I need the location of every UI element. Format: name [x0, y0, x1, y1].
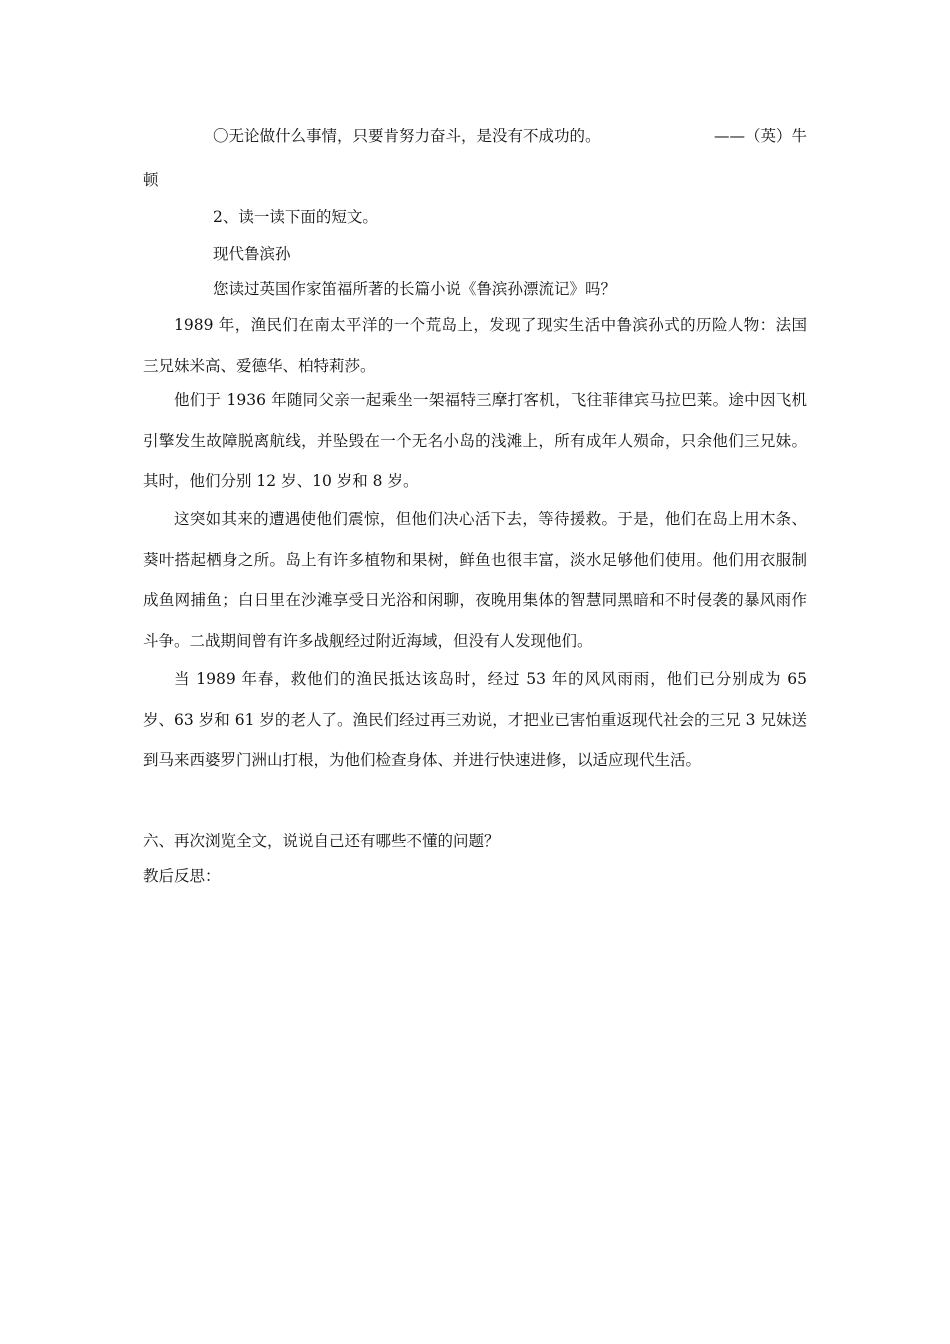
quote-line: [143, 126, 807, 146]
story-paragraph: 当 1989 年春，救他们的渔民抵达该岛时，经过 53 年的风风雨雨，他们已分别成为 65 岁、63 岁和 61 岁的老人了。渔民们经过再三劝说，才把业已害怕重返现代社会的三兄 3 兄妹送到马来西婆罗门洲山打根，为他们检查身体、并进行快速进修，以适应现代生活。: [143, 670, 807, 769]
quote-attribution-continued: 顿: [143, 171, 159, 189]
story-paragraph: 他们于 1936 年随同父亲一起乘坐一架福特三摩打客机，飞往菲律宾马拉巴莱。途中因飞机引擎发生故障脱离航线，并坠毁在一个无名小岛的浅滩上，所有成年人殒命，只余他们三兄妹。其时，他们分别 12 岁、10 岁和 8 岁。: [143, 391, 807, 490]
question-six: 六、再次浏览全文，说说自己还有哪些不懂的问题？: [143, 832, 500, 850]
section-heading: 2、读一读下面的短文。: [213, 208, 378, 226]
story-intro: 您读过英国作家笛福所著的长篇小说《鲁滨孙漂流记》吗？: [213, 280, 617, 298]
quote-attribution: ——（英）牛: [713, 127, 807, 145]
story-paragraph: 这突如其来的遭遇使他们震惊，但他们决心活下去，等待援救。于是，他们在岛上用木条、葵叶搭起栖身之所。岛上有许多植物和果树，鲜鱼也很丰富，淡水足够他们使用。他们用衣服制成鱼网捕鱼；白日里在沙滩享受日光浴和闲聊，夜晚用集体的智慧同黑暗和不时侵袭的暴风雨作斗争。二战期间曾有许多战舰经过附近海域，但没有人发现他们。: [143, 510, 807, 650]
reflection-label: 教后反思：: [143, 867, 221, 885]
quote-text: 〇无论做什么事情，只要肯努力奋斗，是没有不成功的。: [213, 127, 601, 145]
story-paragraph: 1989 年，渔民们在南太平洋的一个荒岛上，发现了现实生活中鲁滨孙式的历险人物：法国三兄妹米高、爱德华、柏特莉莎。: [143, 316, 807, 375]
story-title: 现代鲁滨孙: [213, 245, 291, 263]
